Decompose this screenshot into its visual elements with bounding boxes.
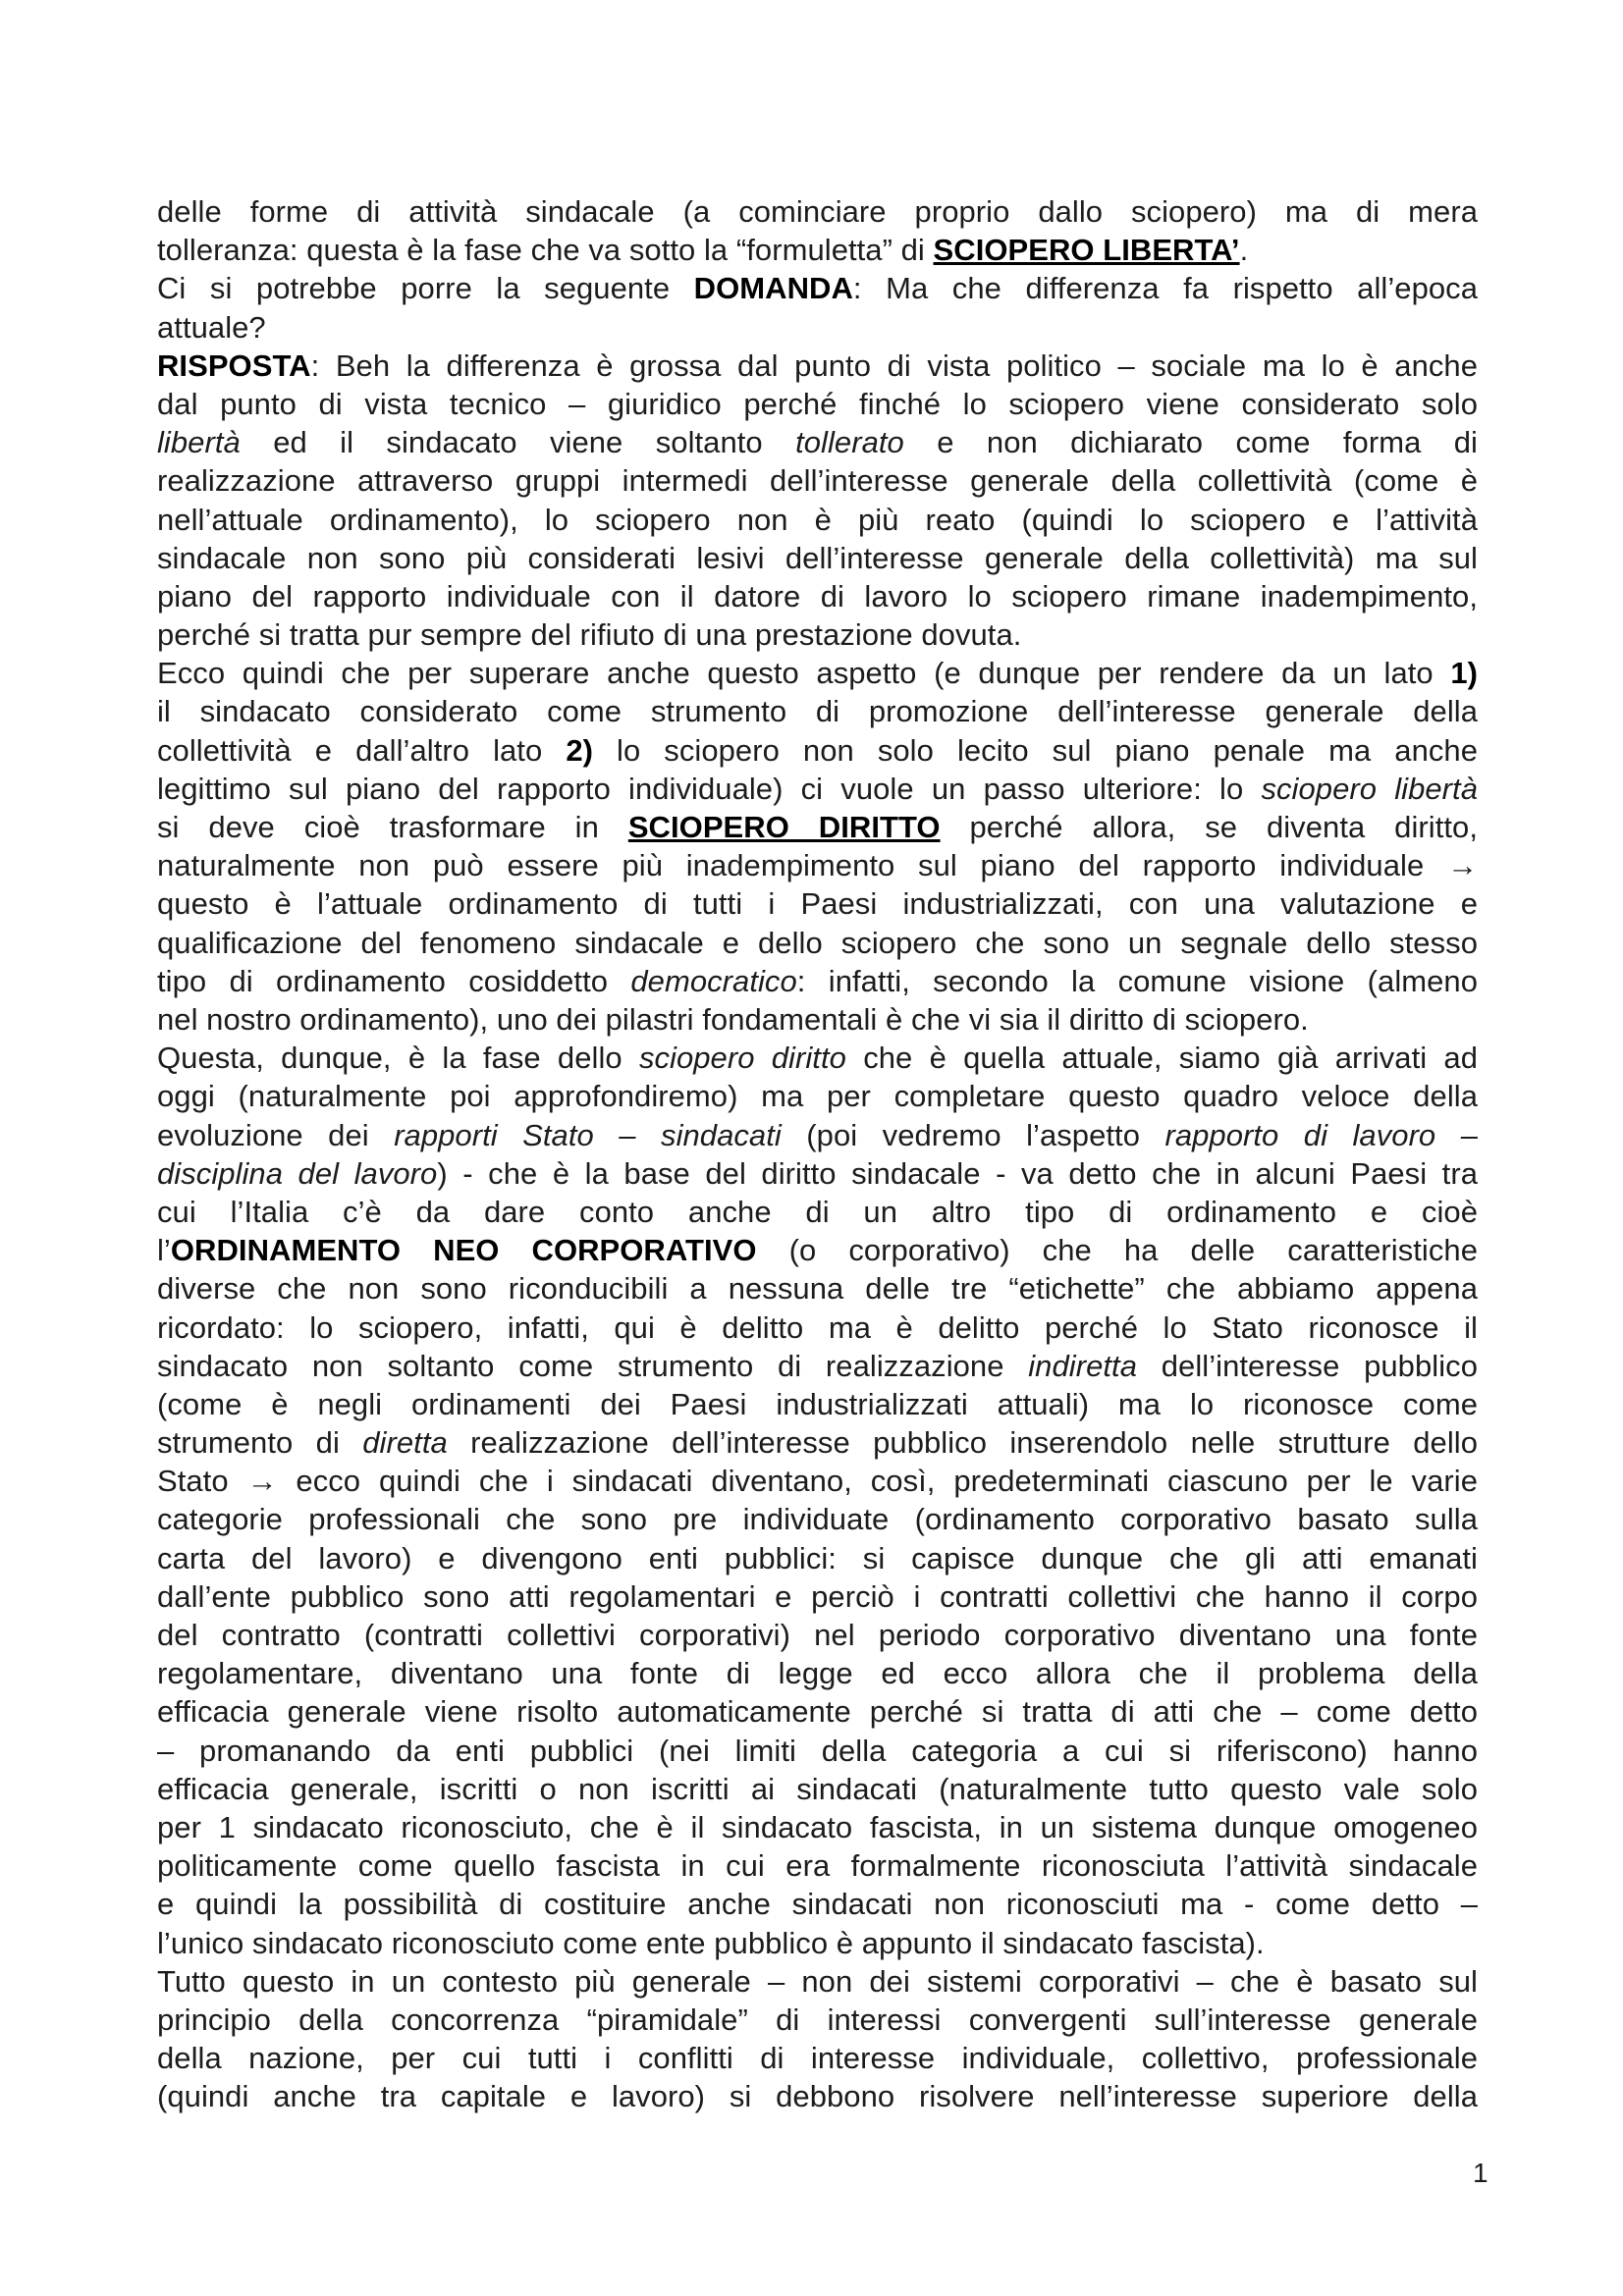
text-line (157, 1077, 1478, 1115)
italic-term: indiretta (1028, 1348, 1137, 1383)
text-segment: nell’attuale ordinamento), lo sciopero non è più reato (quindi lo sciopero e l’attività (157, 502, 1478, 537)
text-line (157, 1462, 1478, 1500)
text-segment: attuale? (157, 309, 266, 345)
text-line (157, 1962, 1478, 2001)
text-line (157, 1924, 1478, 1962)
text-line (157, 615, 1478, 654)
text-line (157, 1500, 1478, 1538)
italic-term: sciopero libertà (1261, 771, 1478, 806)
text-line (157, 1154, 1478, 1193)
text-segment: naturalmente non può essere più inadempimento sul piano del rapporto individuale → (157, 848, 1478, 883)
text-line (157, 2039, 1478, 2077)
text-line (157, 2001, 1478, 2039)
text-line (157, 1193, 1478, 1231)
text-line (157, 1577, 1478, 1616)
text-line (157, 1770, 1478, 1808)
text-segment: carta del lavoro) e divengono enti pubblici: si capisce dunque che gli atti emanati (157, 1540, 1478, 1575)
text-segment: ) - che è la base del diritto sindacale - va detto che in alcuni Paesi tra (437, 1155, 1478, 1191)
text-segment: ricordato: lo sciopero, infatti, qui è delitto ma è delitto perché lo Stato riconosce il (157, 1309, 1478, 1345)
text-line (157, 692, 1478, 730)
text-segment: dall’ente pubblico sono atti regolamentari e perciò i contratti collettivi che hanno il corpo (157, 1578, 1478, 1614)
text-segment: principio della concorrenza “piramidale” di interessi convergenti sull’interesse generale (157, 2002, 1478, 2037)
text-segment: sindacato non soltanto come strumento di realizzazione (157, 1348, 1029, 1383)
italic-term: democratico (630, 963, 797, 998)
text-segment: (poi vedremo l’aspetto (781, 1117, 1165, 1152)
underlined-term: SCIOPERO LIBERTA’ (933, 233, 1240, 268)
text-segment: regolamentare, diventano una fonte di legge ed ecco allora che il problema della (157, 1656, 1478, 1691)
italic-term: sciopero diritto (638, 1041, 846, 1076)
text-segment: diverse che non sono riconducibili a nessuna delle tre “etichette” che abbiamo appena (157, 1271, 1478, 1307)
text-line (157, 654, 1478, 692)
text-segment: collettività e dall’altro lato (157, 732, 567, 768)
bold-term: ORDINAMENTO NEO CORPORATIVO (170, 1233, 757, 1268)
text-segment: l’ (157, 1233, 171, 1268)
text-segment: dell’interesse pubblico (1137, 1348, 1478, 1383)
text-segment: per 1 sindacato riconosciuto, che è il sindacato fascista, in un sistema dunque omogeneo (157, 1809, 1478, 1844)
bold-term: 1) (1450, 656, 1478, 691)
text-line (157, 1039, 1478, 1077)
text-segment: dal punto di vista tecnico – giuridico perché finché lo sciopero viene considerato solo (157, 386, 1478, 421)
text-segment: l’unico sindacato riconosciuto come ente pubblico è appunto il sindacato fascista). (157, 1925, 1265, 1960)
text-line (157, 884, 1478, 923)
text-segment: efficacia generale, iscritti o non iscritti ai sindacati (naturalmente tutto questo vale solo (157, 1771, 1478, 1806)
text-segment: oggi (naturalmente poi approfondiremo) ma per completare questo quadro veloce della (157, 1079, 1478, 1114)
text-segment: evoluzione dei (157, 1117, 395, 1152)
bold-term: RISPOSTA (157, 347, 311, 383)
text-line (157, 1885, 1478, 1923)
text-segment: tipo di ordinamento cosiddetto (157, 963, 631, 998)
bold-term: 2) (566, 732, 593, 768)
text-line (157, 924, 1478, 962)
text-segment: efficacia generale viene risolto automaticamente perché si tratta di atti che – come detto (157, 1694, 1478, 1730)
text-line (157, 1231, 1478, 1269)
text-segment: sindacale non sono più considerati lesivi dell’interesse generale della collettività) ma sul (157, 540, 1478, 575)
text-segment: questo è l’attuale ordinamento di tutti i Paesi industrializzati, con una valutazione e (157, 886, 1478, 922)
text-segment: nel nostro ordinamento), uno dei pilastri fondamentali è che vi sia il diritto di sciopero. (157, 1001, 1309, 1037)
italic-term: disciplina del lavoro (157, 1155, 438, 1191)
text-line (157, 1000, 1478, 1039)
text-segment: (o corporativo) che ha delle caratteristiche (756, 1233, 1478, 1268)
text-line (157, 962, 1478, 1000)
underlined-term: SCIOPERO DIRITTO (627, 810, 941, 845)
italic-term: diretta (362, 1425, 448, 1461)
text-segment: categorie professionali che sono pre individuate (ordinamento corporativo basato sulla (157, 1502, 1478, 1537)
text-segment: : Beh la differenza è grossa dal punto di vista politico – sociale ma lo è anche (310, 347, 1478, 383)
text-line (157, 731, 1478, 770)
text-line (157, 1423, 1478, 1462)
text-segment: del contratto (contratti collettivi corporativi) nel periodo corporativo diventano una fonte (157, 1618, 1478, 1652)
text-line (157, 192, 1478, 231)
italic-term: libertà (157, 425, 241, 460)
text-segment: strumento di (157, 1425, 363, 1461)
text-segment: perché allora, se diventa diritto, (940, 810, 1478, 845)
text-line (157, 1692, 1478, 1731)
text-segment: Ecco quindi che per superare anche questo aspetto (e dunque per rendere da un lato (157, 656, 1451, 691)
text-segment: realizzazione dell’interesse pubblico inserendolo nelle strutture dello (447, 1425, 1478, 1461)
text-line (157, 269, 1478, 307)
italic-term: rapporti Stato – sindacati (394, 1117, 782, 1152)
text-segment: . (1239, 233, 1249, 268)
text-segment: delle forme di attività sindacale (a cominciare proprio dallo sciopero) ma di mera (157, 194, 1478, 229)
text-line (157, 1808, 1478, 1846)
text-line (157, 1116, 1478, 1154)
text-line (157, 770, 1478, 808)
text-segment: si deve cioè trasformare in (157, 810, 628, 845)
text-line (157, 423, 1478, 461)
text-line (157, 846, 1478, 884)
text-line (157, 1539, 1478, 1577)
text-segment: e non dichiarato come forma di (903, 425, 1478, 460)
text-segment: tolleranza: questa è la fase che va sotto la “formuletta” di (157, 233, 934, 268)
italic-term: rapporto di lavoro – (1164, 1117, 1478, 1152)
text-segment: che è quella attuale, siamo già arrivati ad (845, 1041, 1478, 1076)
text-line (157, 1385, 1478, 1423)
text-line (157, 1347, 1478, 1385)
text-segment: il sindacato considerato come strumento di promozione dell’interesse generale della (157, 694, 1478, 729)
text-line (157, 1654, 1478, 1692)
text-line (157, 347, 1478, 385)
text-line (157, 2077, 1478, 2115)
text-segment: : Ma che differenza fa rispetto all’epoca (852, 271, 1478, 306)
text-line (157, 539, 1478, 577)
italic-term: tollerato (795, 425, 904, 460)
bold-term: DOMANDA (693, 271, 853, 306)
text-segment: lo sciopero non solo lecito sul piano penale ma anche (592, 732, 1478, 768)
text-line (157, 1732, 1478, 1770)
text-line (157, 1846, 1478, 1885)
text-segment: (quindi anche tra capitale e lavoro) si debbono risolvere nell’interesse superiore della (157, 2079, 1478, 2114)
text-segment: qualificazione del fenomeno sindacale e dello sciopero che sono un segnale dello stesso (157, 925, 1478, 960)
text-segment: realizzazione attraverso gruppi intermedi dell’interesse generale della collettività (come è (157, 463, 1478, 499)
text-segment: ed il sindacato viene soltanto (240, 425, 796, 460)
text-segment: : infatti, secondo la comune visione (almeno (796, 963, 1478, 998)
text-segment: Questa, dunque, è la fase dello (157, 1041, 639, 1076)
text-segment: (come è negli ordinamenti dei Paesi industrializzati attuali) ma lo riconosce come (157, 1386, 1478, 1421)
text-line (157, 577, 1478, 615)
text-segment: Tutto questo in un contesto più generale – non dei sistemi corporativi – che è basato sul (157, 1963, 1478, 1999)
text-line (157, 1616, 1478, 1654)
text-line (157, 308, 1478, 347)
text-segment: – promanando da enti pubblici (nei limiti della categoria a cui si riferiscono) hanno (157, 1733, 1478, 1768)
text-segment: della nazione, per cui tutti i conflitti di interesse individuale, collettivo, professionale (157, 2041, 1478, 2076)
text-segment: perché si tratta pur sempre del rifiuto di una prestazione dovuta. (157, 617, 1022, 653)
page-number: 1 (1473, 2158, 1488, 2188)
text-line (157, 231, 1478, 269)
text-segment: cui l’Italia c’è da dare conto anche di un altro tipo di ordinamento e cioè (157, 1194, 1478, 1229)
text-segment: Ci si potrebbe porre la seguente (157, 271, 694, 306)
text-line (157, 461, 1478, 500)
text-line (157, 808, 1478, 846)
text-line (157, 1269, 1478, 1308)
text-line (157, 385, 1478, 423)
text-line (157, 501, 1478, 539)
text-segment: piano del rapporto individuale con il datore di lavoro lo sciopero rimane inadempimento, (157, 578, 1478, 614)
text-segment: legittimo sul piano del rapporto individuale) ci vuole un passo ulteriore: lo (157, 771, 1262, 806)
text-segment: e quindi la possibilità di costituire anche sindacati non riconosciuti ma - come detto – (157, 1887, 1478, 1922)
text-segment: Stato → ecco quindi che i sindacati diventano, così, predeterminati ciascuno per le varie (157, 1464, 1478, 1499)
text-segment: politicamente come quello fascista in cui era formalmente riconosciuta l’attività sindacale (157, 1848, 1478, 1884)
document-body (157, 192, 1478, 2115)
text-line (157, 1308, 1478, 1347)
